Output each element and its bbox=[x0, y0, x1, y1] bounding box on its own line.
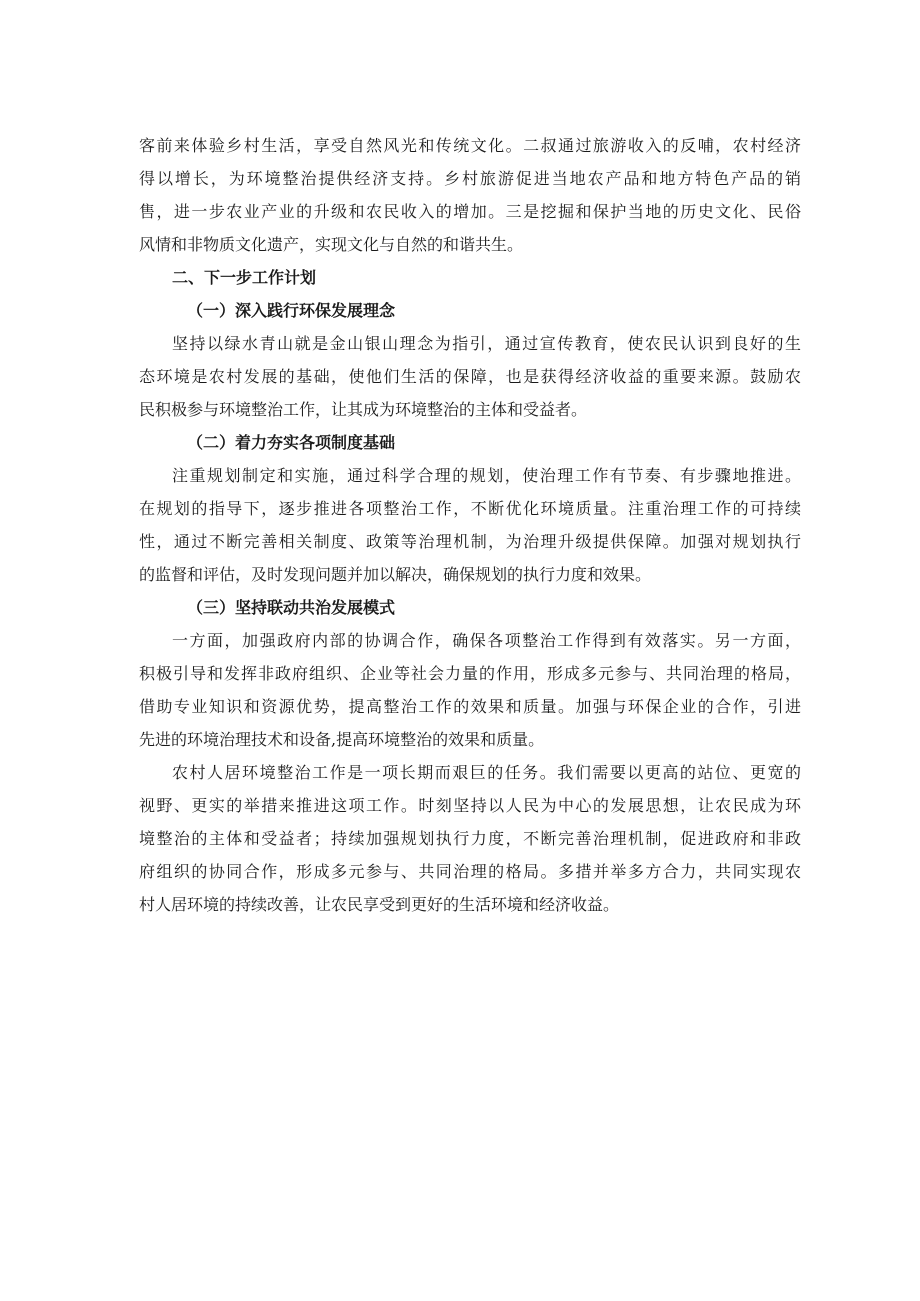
intro-paragraph bbox=[139, 129, 801, 261]
text-line: 态环境是农村发展的基础，使他们生活的保障，也是获得经济收益的重要来源。鼓励农 bbox=[139, 367, 801, 386]
text-line: 借助专业知识和资源优势，提高整治工作的效果和质量。加强与环保企业的合作，引进 bbox=[139, 697, 801, 716]
text-line: 府组织的协同合作，形成多元参与、共同治理的格局。多措并举多方合力，共同实现农 bbox=[139, 862, 801, 881]
text-line: 一方面，加强政府内部的协调合作，确保各项整治工作得到有效落实。另一方面， bbox=[172, 631, 801, 650]
sub-heading-3: （三）坚持联动共治发展模式 bbox=[187, 598, 396, 617]
text-line: 积极引导和发挥非政府组织、企业等社会力量的作用，形成多元参与、共同治理的格局， bbox=[139, 664, 801, 683]
text-line: 村人居环境的持续改善，让农民享受到更好的生活环境和经济收益。 bbox=[139, 895, 620, 914]
paragraph-3 bbox=[139, 624, 801, 756]
section-heading: 二、下一步工作计划 bbox=[172, 268, 317, 287]
text-line: 在规划的指导下，逐步推进各项整治工作，不断优化环境质量。注重治理工作的可持续 bbox=[139, 499, 801, 518]
text-line: 得以增长，为环境整治提供经济支持。乡村旅游促进当地农产品和地方特色产品的销 bbox=[139, 169, 801, 188]
text-line: 风情和非物质文化遗产，实现文化与自然的和谐共生。 bbox=[139, 235, 524, 254]
paragraph-4 bbox=[139, 756, 801, 921]
document-body bbox=[139, 129, 801, 921]
text-line: 的监督和评估，及时发现问题并加以解决，确保规划的执行力度和效果。 bbox=[139, 565, 652, 584]
text-line: 民积极参与环境整治工作，让其成为环境整治的主体和受益者。 bbox=[139, 400, 588, 419]
paragraph-2 bbox=[139, 459, 801, 591]
text-line: 坚持以绿水青山就是金山银山理念为指引，通过宣传教育，使农民认识到良好的生 bbox=[172, 334, 801, 353]
sub-heading-1: （一）深入践行环保发展理念 bbox=[187, 301, 396, 320]
text-line: 注重规划制定和实施，通过科学合理的规划，使治理工作有节奏、有步骤地推进。 bbox=[172, 466, 801, 485]
text-line: 客前来体验乡村生活，享受自然风光和传统文化。二叔通过旅游收入的反哺，农村经济 bbox=[139, 136, 801, 155]
text-line: 视野、更实的举措来推进这项工作。时刻坚持以人民为中心的发展思想，让农民成为环 bbox=[139, 796, 801, 815]
paragraph-1 bbox=[139, 327, 801, 426]
text-line: 先进的环境治理技术和设备,提高环境整治的效果和质量。 bbox=[139, 730, 545, 749]
text-line: 性，通过不断完善相关制度、政策等治理机制，为治理升级提供保障。加强对规划执行 bbox=[139, 532, 801, 551]
sub-heading-2: （二）着力夯实各项制度基础 bbox=[187, 433, 396, 452]
text-line: 境整治的主体和受益者；持续加强规划执行力度，不断完善治理机制，促进政府和非政 bbox=[139, 829, 801, 848]
text-line: 售，进一步农业产业的升级和农民收入的增加。三是挖掘和保护当地的历史文化、民俗 bbox=[139, 202, 801, 221]
text-line: 农村人居环境整治工作是一项长期而艰巨的任务。我们需要以更高的站位、更宽的 bbox=[172, 763, 801, 782]
